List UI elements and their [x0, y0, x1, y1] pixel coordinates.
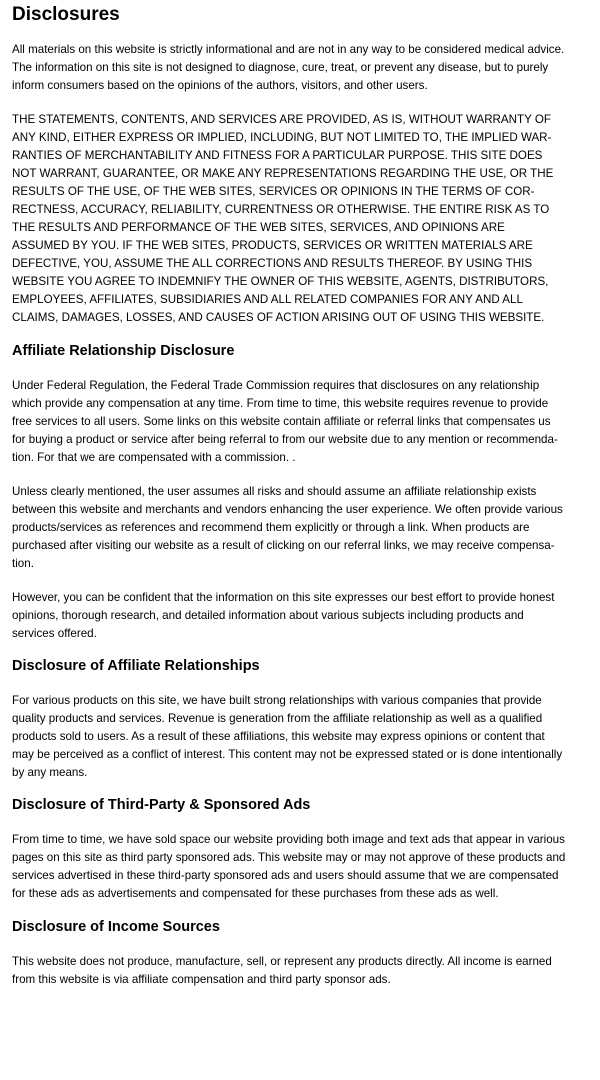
text-line: RANTIES OF MERCHANTABILITY AND FITNESS FOR A PARTICULAR PURPOSE. THIS SITE DOES [12, 149, 543, 162]
text-line: for these ads as advertisements and compensated for these purchases from these ads as well. [12, 887, 499, 900]
affiliate-relationships-heading: Disclosure of Affiliate Relationships [12, 658, 260, 674]
affiliate-relationship-paragraph-3 [12, 589, 589, 643]
text-line: pages on this site as third party sponsored ads. This website may or may not approve of these products and [12, 851, 566, 864]
text-line: All materials on this website is strictly informational and are not in any way to be considered medical advice. [12, 43, 565, 56]
text-line: inform consumers based on the opinions of the authors, visitors, and other users. [12, 79, 428, 92]
text-line: However, you can be confident that the information on this site expresses our best effort to provide honest [12, 591, 555, 604]
text-line: which provide any compensation at any time. From time to time, this website requires revenue to provide [12, 397, 549, 410]
text-line: may be perceived as a conflict of interest. This content may not be expressed stated or is done intentionally [12, 748, 563, 761]
text-line: quality products and services. Revenue is generation from the affiliate relationship as well as a qualified [12, 712, 543, 725]
text-line: THE RESULTS AND PERFORMANCE OF THE WEB SITES, SERVICES, AND OPINIONS ARE [12, 221, 505, 234]
text-line: DEFECTIVE, YOU, ASSUME THE ALL CORRECTIONS AND RESULTS THEREOF. BY USING THIS [12, 257, 533, 270]
text-line: services offered. [12, 627, 97, 640]
text-line: tion. For that we are compensated with a commission. . [12, 451, 296, 464]
text-line: products/services as references and recommend them explicitly or through a link. When products are [12, 521, 530, 534]
intro-paragraph [12, 41, 589, 95]
text-line: WEBSITE YOU AGREE TO INDEMNIFY THE OWNER OF THIS WEBSITE, AGENTS, DISTRIBUTORS, [12, 275, 549, 288]
affiliate-relationship-paragraph-1 [12, 377, 589, 467]
text-line: opinions, thorough research, and detailed information about various subjects including products and [12, 609, 524, 622]
text-line: for buying a product or service after being referral to from our website due to any mention or recommenda- [12, 433, 558, 446]
text-line: CLAIMS, DAMAGES, LOSSES, AND CAUSES OF ACTION ARISING OUT OF USING THIS WEBSITE. [12, 311, 545, 324]
text-line: between this website and merchants and vendors enhancing the user experience. We often provide various [12, 503, 563, 516]
text-line: products sold to users. As a result of these affiliations, this website may express opinions or content that [12, 730, 545, 743]
text-line: ANY KIND, EITHER EXPRESS OR IMPLIED, INCLUDING, BUT NOT LIMITED TO, THE IMPLIED WAR- [12, 131, 552, 144]
page-title: Disclosures [12, 4, 120, 25]
text-line: EMPLOYEES, AFFILIATES, SUBSIDIARIES AND ALL RELATED COMPANIES FOR ANY AND ALL [12, 293, 523, 306]
affiliate-relationships-paragraph [12, 692, 589, 782]
text-line: NOT WARRANT, GUARANTEE, OR MAKE ANY REPRESENTATIONS REGARDING THE USE, OR THE [12, 167, 554, 180]
sponsored-ads-paragraph [12, 831, 589, 903]
text-line: RECTNESS, ACCURACY, RELIABILITY, CURRENTNESS OR OTHERWISE. THE ENTIRE RISK AS TO [12, 203, 550, 216]
text-line: The information on this site is not designed to diagnose, cure, treat, or prevent any disease, but to purely [12, 61, 549, 74]
text-line: From time to time, we have sold space our website providing both image and text ads that appear in various [12, 833, 565, 846]
text-line: services advertised in these third-party sponsored ads and users should assume that we are compensated [12, 869, 559, 882]
warranty-paragraph [12, 111, 589, 327]
text-line: by any means. [12, 766, 88, 779]
text-line: This website does not produce, manufacture, sell, or represent any products directly. All income is earned [12, 955, 552, 968]
income-sources-heading: Disclosure of Income Sources [12, 919, 220, 935]
text-line: free services to all users. Some links on this website contain affiliate or referral links that compensates us [12, 415, 551, 428]
text-line: ASSUMED BY YOU. IF THE WEB SITES, PRODUCTS, SERVICES OR WRITTEN MATERIALS ARE [12, 239, 533, 252]
text-line: Under Federal Regulation, the Federal Trade Commission requires that disclosures on any relationship [12, 379, 540, 392]
sponsored-ads-heading: Disclosure of Third-Party & Sponsored Ads [12, 797, 311, 813]
text-line: from this website is via affiliate compensation and third party sponsor ads. [12, 973, 391, 986]
affiliate-relationship-paragraph-2 [12, 483, 589, 573]
income-sources-paragraph [12, 953, 589, 989]
text-line: purchased after visiting our website as a result of clicking on our referral links, we may receive compensa- [12, 539, 555, 552]
affiliate-relationship-heading: Affiliate Relationship Disclosure [12, 343, 235, 359]
text-line: tion. [12, 557, 34, 570]
text-line: Unless clearly mentioned, the user assumes all risks and should assume an affiliate relationship exists [12, 485, 537, 498]
text-line: For various products on this site, we have built strong relationships with various companies that provide [12, 694, 542, 707]
text-line: THE STATEMENTS, CONTENTS, AND SERVICES ARE PROVIDED, AS IS, WITHOUT WARRANTY OF [12, 113, 551, 126]
text-line: RESULTS OF THE USE, OF THE WEB SITES, SERVICES OR OPINIONS IN THE TERMS OF COR- [12, 185, 535, 198]
